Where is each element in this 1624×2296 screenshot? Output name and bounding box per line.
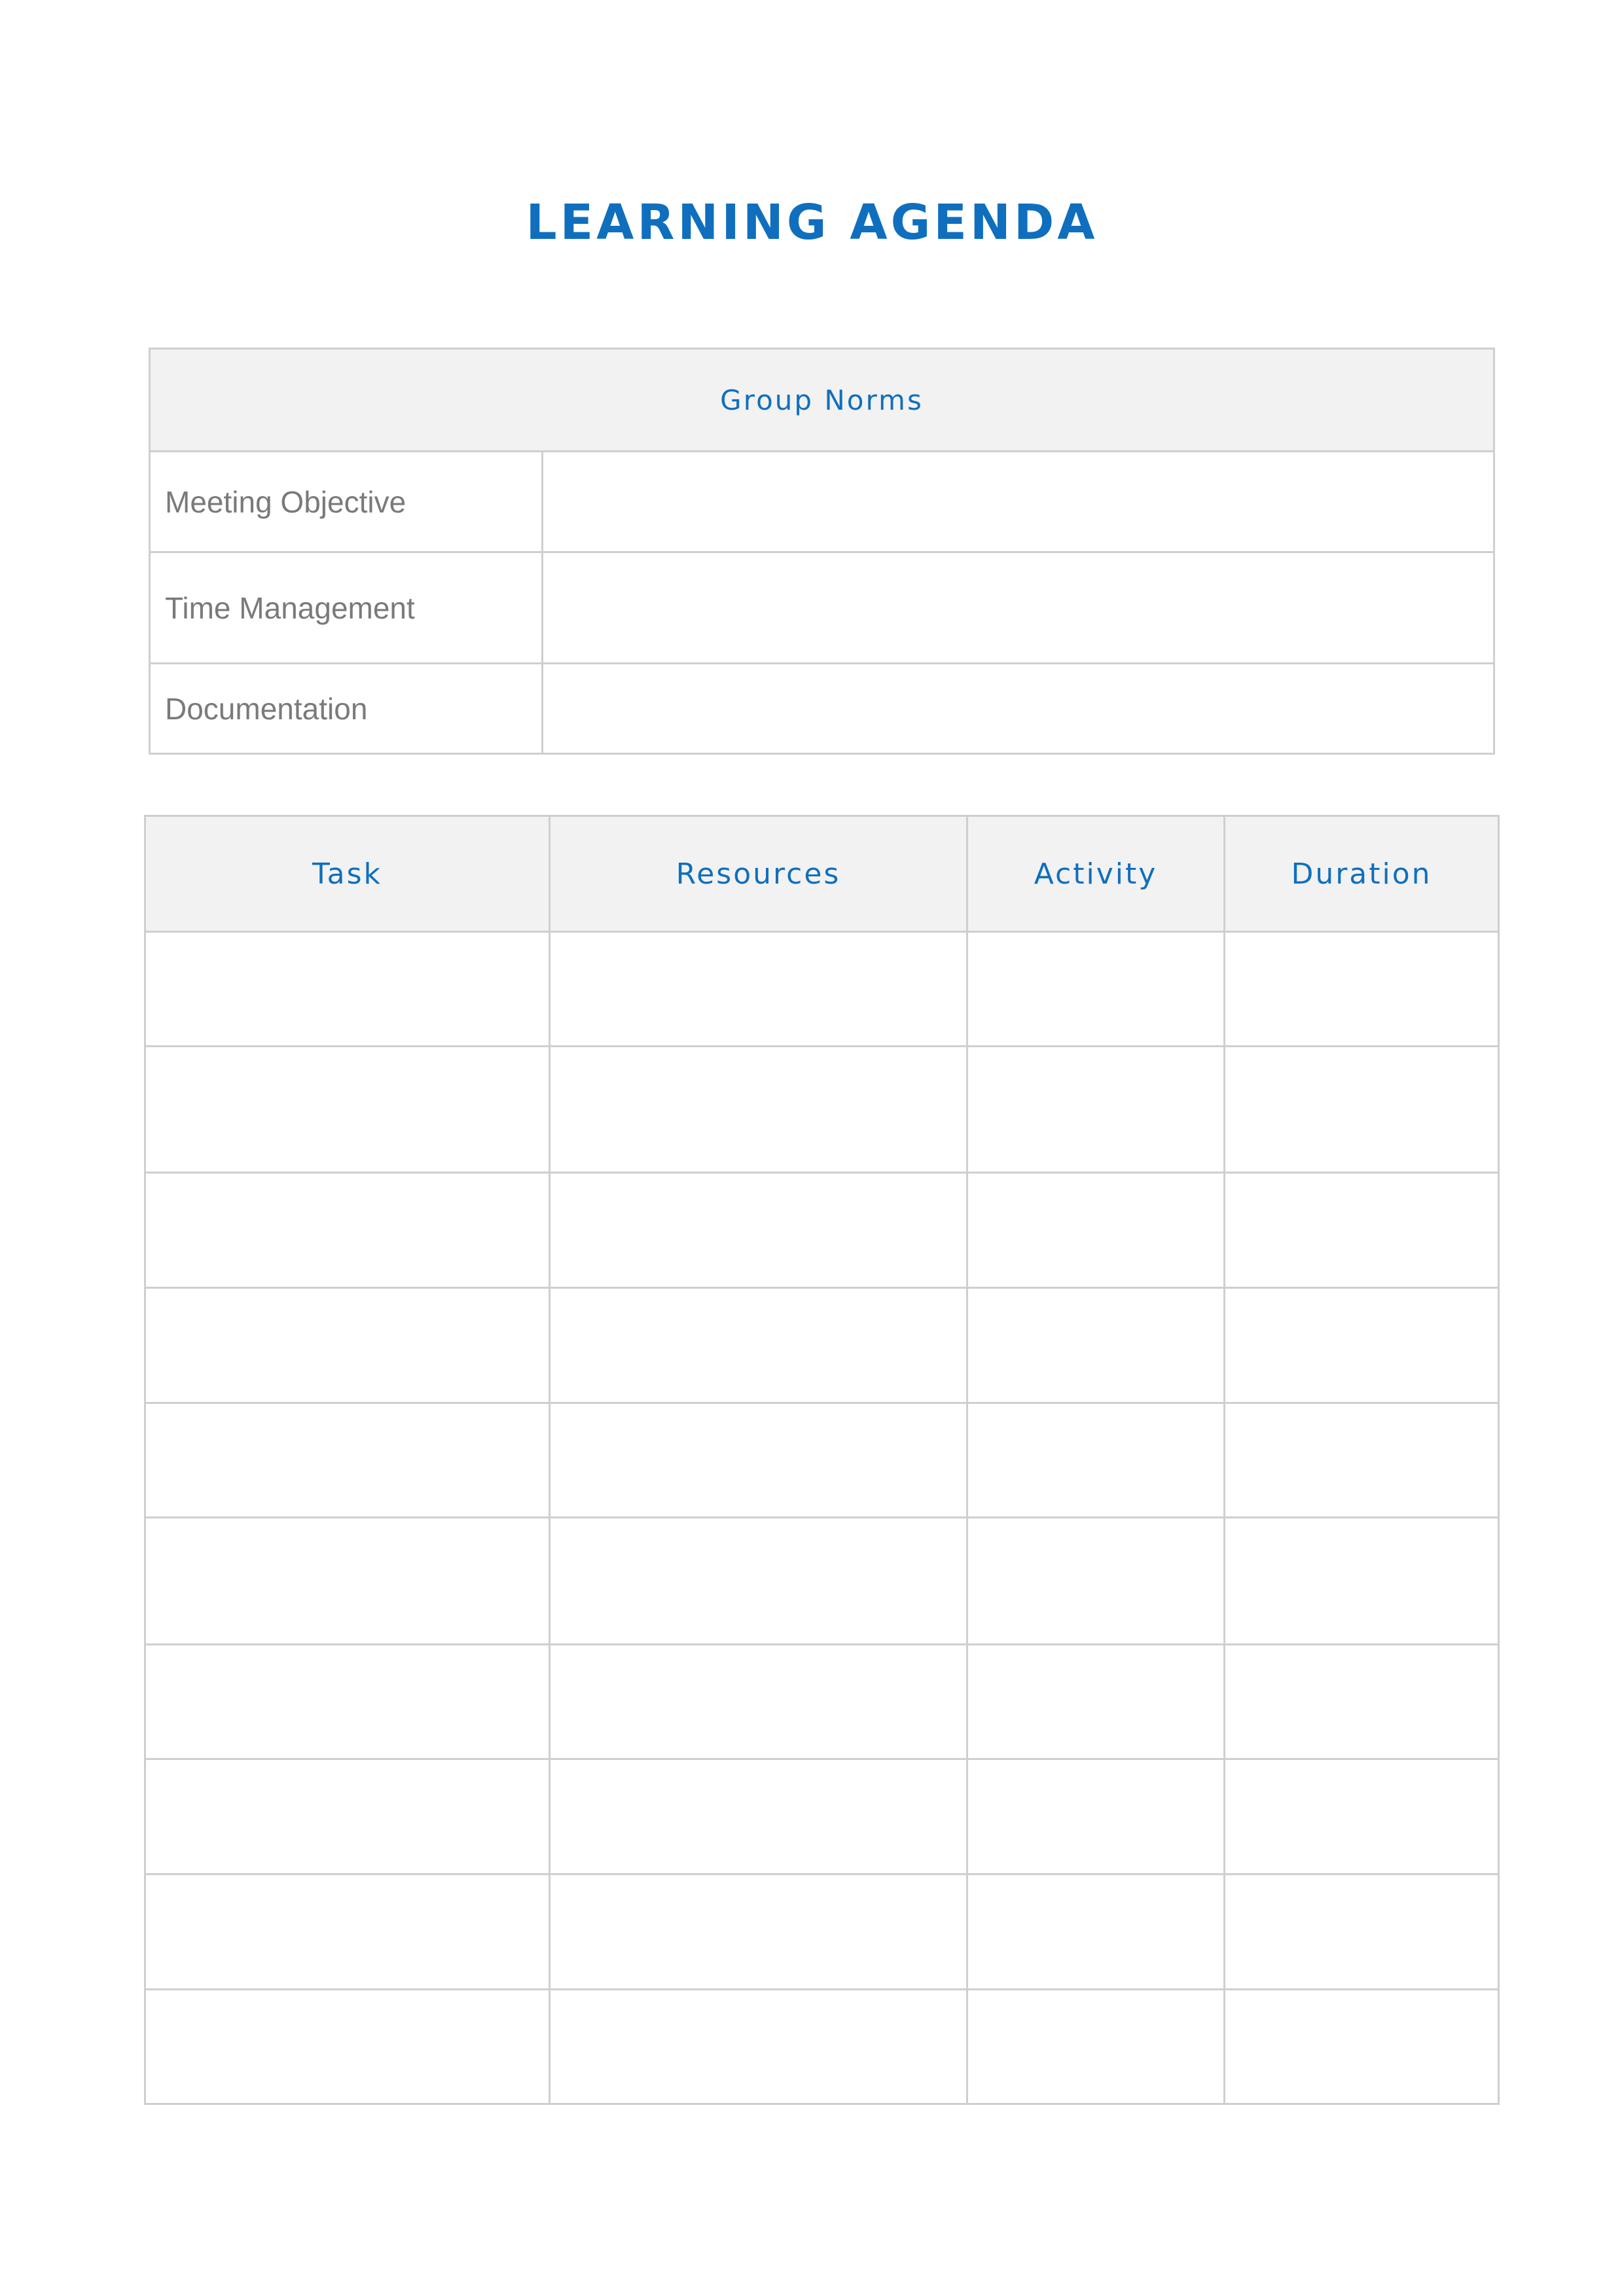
table-row xyxy=(145,1173,1499,1288)
activity-cell[interactable] xyxy=(967,1990,1225,2104)
norms-label-time-management: Time Management xyxy=(150,552,543,664)
duration-cell[interactable] xyxy=(1225,1874,1499,1990)
duration-cell[interactable] xyxy=(1225,1518,1499,1645)
column-header-duration: Duration xyxy=(1225,816,1499,932)
activity-cell[interactable] xyxy=(967,1645,1225,1759)
table-row xyxy=(145,1047,1499,1173)
duration-cell[interactable] xyxy=(1225,1645,1499,1759)
tasks-table xyxy=(144,815,1500,2105)
task-cell[interactable] xyxy=(145,1403,550,1518)
resources-cell[interactable] xyxy=(550,1403,967,1518)
norms-value-meeting-objective[interactable] xyxy=(543,452,1494,552)
norms-row-meeting-objective xyxy=(150,452,1494,552)
group-norms-header-row xyxy=(150,349,1494,452)
page-title: LEARNING AGENDA xyxy=(526,194,1098,251)
resources-cell[interactable] xyxy=(550,1288,967,1403)
activity-cell[interactable] xyxy=(967,1173,1225,1288)
column-header-task: Task xyxy=(145,816,550,932)
resources-cell[interactable] xyxy=(550,1645,967,1759)
resources-cell[interactable] xyxy=(550,1874,967,1990)
table-row xyxy=(145,1990,1499,2104)
task-cell[interactable] xyxy=(145,1173,550,1288)
resources-cell[interactable] xyxy=(550,932,967,1047)
resources-cell[interactable] xyxy=(550,1173,967,1288)
task-cell[interactable] xyxy=(145,1645,550,1759)
column-header-resources: Resources xyxy=(550,816,967,932)
tasks-header-row xyxy=(145,816,1499,932)
activity-cell[interactable] xyxy=(967,1403,1225,1518)
activity-cell[interactable] xyxy=(967,1518,1225,1645)
norms-label-meeting-objective: Meeting Objective xyxy=(150,452,543,552)
table-row xyxy=(145,1518,1499,1645)
norms-label-documentation: Documentation xyxy=(150,664,543,754)
duration-cell[interactable] xyxy=(1225,1759,1499,1874)
norms-value-documentation[interactable] xyxy=(543,664,1494,754)
duration-cell[interactable] xyxy=(1225,1403,1499,1518)
table-row xyxy=(145,932,1499,1047)
table-row xyxy=(145,1288,1499,1403)
activity-cell[interactable] xyxy=(967,1759,1225,1874)
task-cell[interactable] xyxy=(145,1759,550,1874)
task-cell[interactable] xyxy=(145,1874,550,1990)
norms-row-time-management xyxy=(150,552,1494,664)
resources-cell[interactable] xyxy=(550,1518,967,1645)
duration-cell[interactable] xyxy=(1225,1288,1499,1403)
resources-cell[interactable] xyxy=(550,1759,967,1874)
norms-row-documentation xyxy=(150,664,1494,754)
task-cell[interactable] xyxy=(145,1288,550,1403)
duration-cell[interactable] xyxy=(1225,1990,1499,2104)
task-cell[interactable] xyxy=(145,1990,550,2104)
resources-cell[interactable] xyxy=(550,1990,967,2104)
table-row xyxy=(145,1645,1499,1759)
duration-cell[interactable] xyxy=(1225,932,1499,1047)
column-header-activity: Activity xyxy=(967,816,1225,932)
activity-cell[interactable] xyxy=(967,932,1225,1047)
norms-value-time-management[interactable] xyxy=(543,552,1494,664)
task-cell[interactable] xyxy=(145,1047,550,1173)
group-norms-table xyxy=(149,348,1495,755)
task-cell[interactable] xyxy=(145,932,550,1047)
resources-cell[interactable] xyxy=(550,1047,967,1173)
task-cell[interactable] xyxy=(145,1518,550,1645)
activity-cell[interactable] xyxy=(967,1288,1225,1403)
duration-cell[interactable] xyxy=(1225,1173,1499,1288)
activity-cell[interactable] xyxy=(967,1047,1225,1173)
duration-cell[interactable] xyxy=(1225,1047,1499,1173)
table-row xyxy=(145,1403,1499,1518)
table-row xyxy=(145,1874,1499,1990)
activity-cell[interactable] xyxy=(967,1874,1225,1990)
table-row xyxy=(145,1759,1499,1874)
group-norms-header: Group Norms xyxy=(150,349,1494,452)
